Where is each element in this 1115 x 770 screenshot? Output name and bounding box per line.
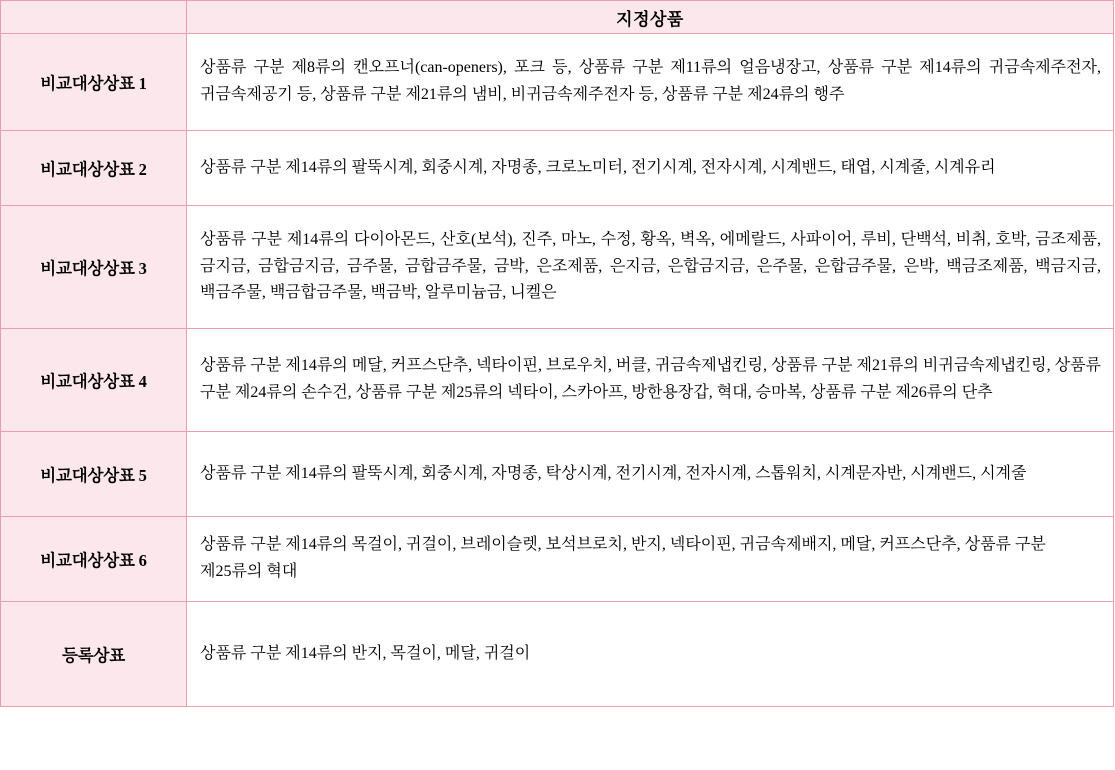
- table-row: [1, 602, 1114, 707]
- row-label-3: 비교대상상표 3: [1, 206, 187, 329]
- row-goods-2: 상품류 구분 제14류의 팔뚝시계, 회중시계, 자명종, 크로노미터, 전기시계, 전자시계, 시계밴드, 태엽, 시계줄, 시계유리: [187, 131, 1114, 206]
- row-goods-7: 상품류 구분 제14류의 반지, 목걸이, 메달, 귀걸이: [187, 602, 1114, 707]
- row-label-5: 비교대상상표 5: [1, 432, 187, 517]
- row-goods-3: 상품류 구분 제14류의 다이아몬드, 산호(보석), 진주, 마노, 수정, 황옥, 벽옥, 에메랄드, 사파이어, 루비, 단백석, 비취, 호박, 금조제품, 금지금, 금합금지금, 금주물, 금합금주물, 금박, 은조제품, 은지금, 은합금지금, 은주물, 은합금주물, 은박, 백금조제품, 백금지금, 백금주물, 백금합금주물, 백금박, 알루미늄금, 니켈은: [187, 206, 1114, 329]
- row-goods-6: 상품류 구분 제14류의 목걸이, 귀걸이, 브레이슬렛, 보석브로치, 반지, 넥타이핀, 귀금속제배지, 메달, 커프스단추, 상품류 구분 제25류의 혁대: [187, 517, 1114, 602]
- row-goods-1: 상품류 구분 제8류의 캔오프너(can-openers), 포크 등, 상품류 구분 제11류의 얼음냉장고, 상품류 구분 제14류의 귀금속제주전자, 귀금속제공기 등, 상품류 구분 제21류의 냄비, 비귀금속제주전자 등, 상품류 구분 제24류의 행주: [187, 34, 1114, 131]
- row-label-6: 비교대상상표 6: [1, 517, 187, 602]
- row-label-1: 비교대상상표 1: [1, 34, 187, 131]
- table-row: [1, 206, 1114, 329]
- header-goods-cell: 지정상품: [187, 1, 1114, 34]
- table-row: [1, 329, 1114, 432]
- row-goods-5: 상품류 구분 제14류의 팔뚝시계, 회중시계, 자명종, 탁상시계, 전기시계, 전자시계, 스톱워치, 시계문자반, 시계밴드, 시계줄: [187, 432, 1114, 517]
- header-blank-cell: [1, 1, 187, 34]
- table-row: [1, 432, 1114, 517]
- table-row: [1, 517, 1114, 602]
- table-row: [1, 34, 1114, 131]
- row-goods-4: 상품류 구분 제14류의 메달, 커프스단추, 넥타이핀, 브로우치, 버클, 귀금속제냅킨링, 상품류 구분 제21류의 비귀금속제냅킨링, 상품류 구분 제24류의 손수건, 상품류 구분 제25류의 넥타이, 스카아프, 방한용장갑, 혁대, 승마복, 상품류 구분 제26류의 단추: [187, 329, 1114, 432]
- row-label-2: 비교대상상표 2: [1, 131, 187, 206]
- table-row: [1, 131, 1114, 206]
- row-label-4: 비교대상상표 4: [1, 329, 187, 432]
- table-header-row: [1, 1, 1114, 34]
- row-label-7: 등록상표: [1, 602, 187, 707]
